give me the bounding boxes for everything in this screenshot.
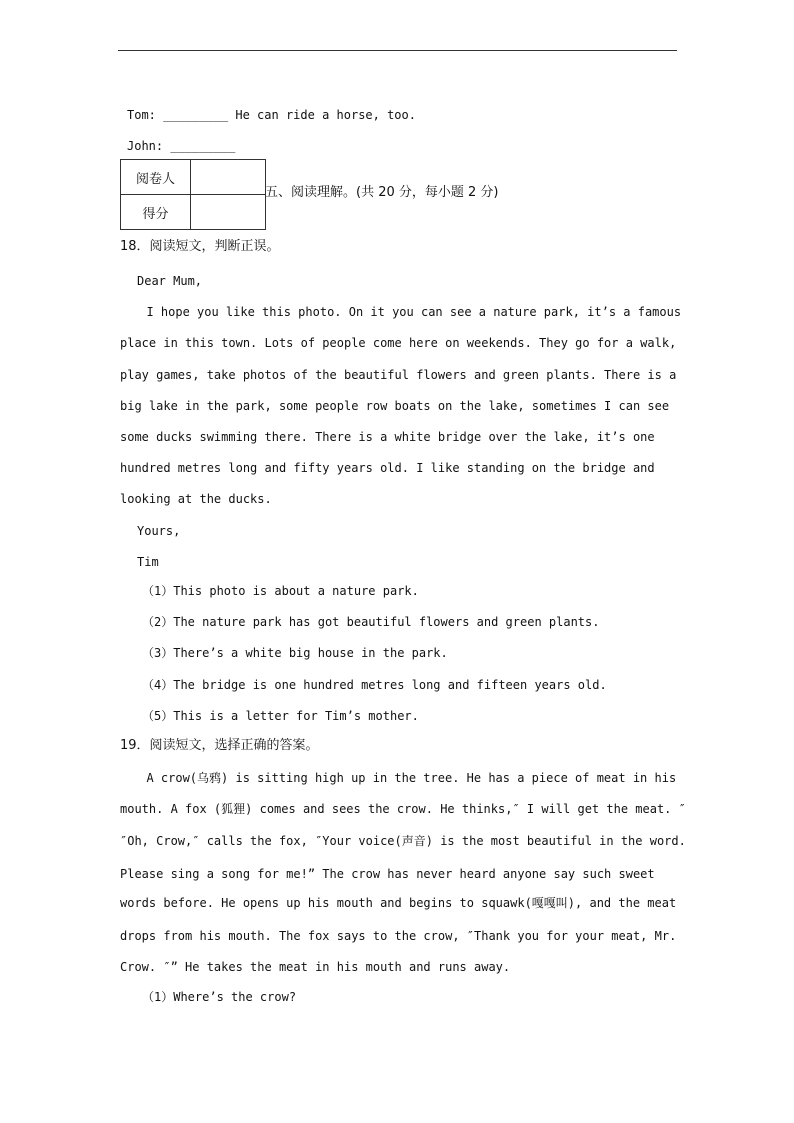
q19-body-line: Please sing a song for me!” The crow has never heard anyone say such sweet bbox=[120, 867, 655, 881]
header-rule bbox=[118, 50, 677, 51]
q19-body-line: words before. He opens up his mouth and begins to squawk(嘎嘎叫), and the meat bbox=[120, 896, 677, 910]
q19-heading: 19．阅读短文，选择正确的答案。 bbox=[120, 738, 319, 753]
dialogue-john-line: John: _________ bbox=[127, 139, 236, 153]
q18-body-line: I hope you like this photo. On it you can see a nature park, it’s a famous bbox=[132, 305, 682, 319]
q19-body-line: drops from his mouth. The fox says to the crow, ″Thank you for your meat, Mr. bbox=[120, 929, 677, 943]
grader-label: 阅卷人 bbox=[121, 160, 191, 195]
q18-body-line: hundred metres long and fifty years old. I like standing on the bridge and bbox=[120, 461, 655, 475]
q18-body-line: some ducks swimming there. There is a white bridge over the lake, it’s one bbox=[120, 430, 655, 444]
dialogue-tom-line: Tom: _________ He can ride a horse, too. bbox=[127, 108, 416, 122]
q18-heading: 18．阅读短文，判断正误。 bbox=[120, 239, 280, 254]
q18-body-line: big lake in the park, some people row boats on the lake, sometimes I can see bbox=[120, 399, 670, 413]
q18-signature: Tim bbox=[137, 555, 159, 569]
q18-item: （3）There’s a white big house in the park. bbox=[142, 646, 448, 660]
q18-item: （4）The bridge is one hundred metres long and fifteen years old. bbox=[142, 678, 607, 692]
q19-item: （1）Where’s the crow? bbox=[142, 990, 297, 1004]
q19-body-line: Crow. ″” He takes the meat in his mouth and runs away. bbox=[120, 960, 511, 974]
q19-body-line: ″Oh, Crow,″ calls the fox, ″Your voice(声音) is the most beautiful in the word. bbox=[120, 834, 686, 848]
q18-greeting: Dear Mum, bbox=[137, 274, 203, 288]
q18-body-line: looking at the ducks. bbox=[120, 492, 272, 506]
score-box bbox=[120, 159, 266, 230]
q18-item: （2）The nature park has got beautiful flowers and green plants. bbox=[142, 615, 600, 629]
section-title: 五、阅读理解。(共 20 分，每小题 2 分) bbox=[265, 185, 499, 200]
score-label: 得分 bbox=[121, 195, 191, 230]
q18-body-line: play games, take photos of the beautiful flowers and green plants. There is a bbox=[120, 368, 677, 382]
score-field[interactable] bbox=[191, 195, 266, 230]
q19-body-line: A crow(乌鸦) is sitting high up in the tree. He has a piece of meat in his bbox=[132, 771, 677, 785]
q18-item: （1）This photo is about a nature park. bbox=[142, 584, 419, 598]
grader-field[interactable] bbox=[191, 160, 266, 195]
q19-body-line: mouth. A fox (狐狸) comes and sees the crow. He thinks,″ I will get the meat. ″ bbox=[120, 802, 686, 816]
q18-closing: Yours, bbox=[137, 524, 181, 538]
q18-item: （5）This is a letter for Tim’s mother. bbox=[142, 709, 419, 723]
q18-body-line: place in this town. Lots of people come here on weekends. They go for a walk, bbox=[120, 336, 677, 350]
